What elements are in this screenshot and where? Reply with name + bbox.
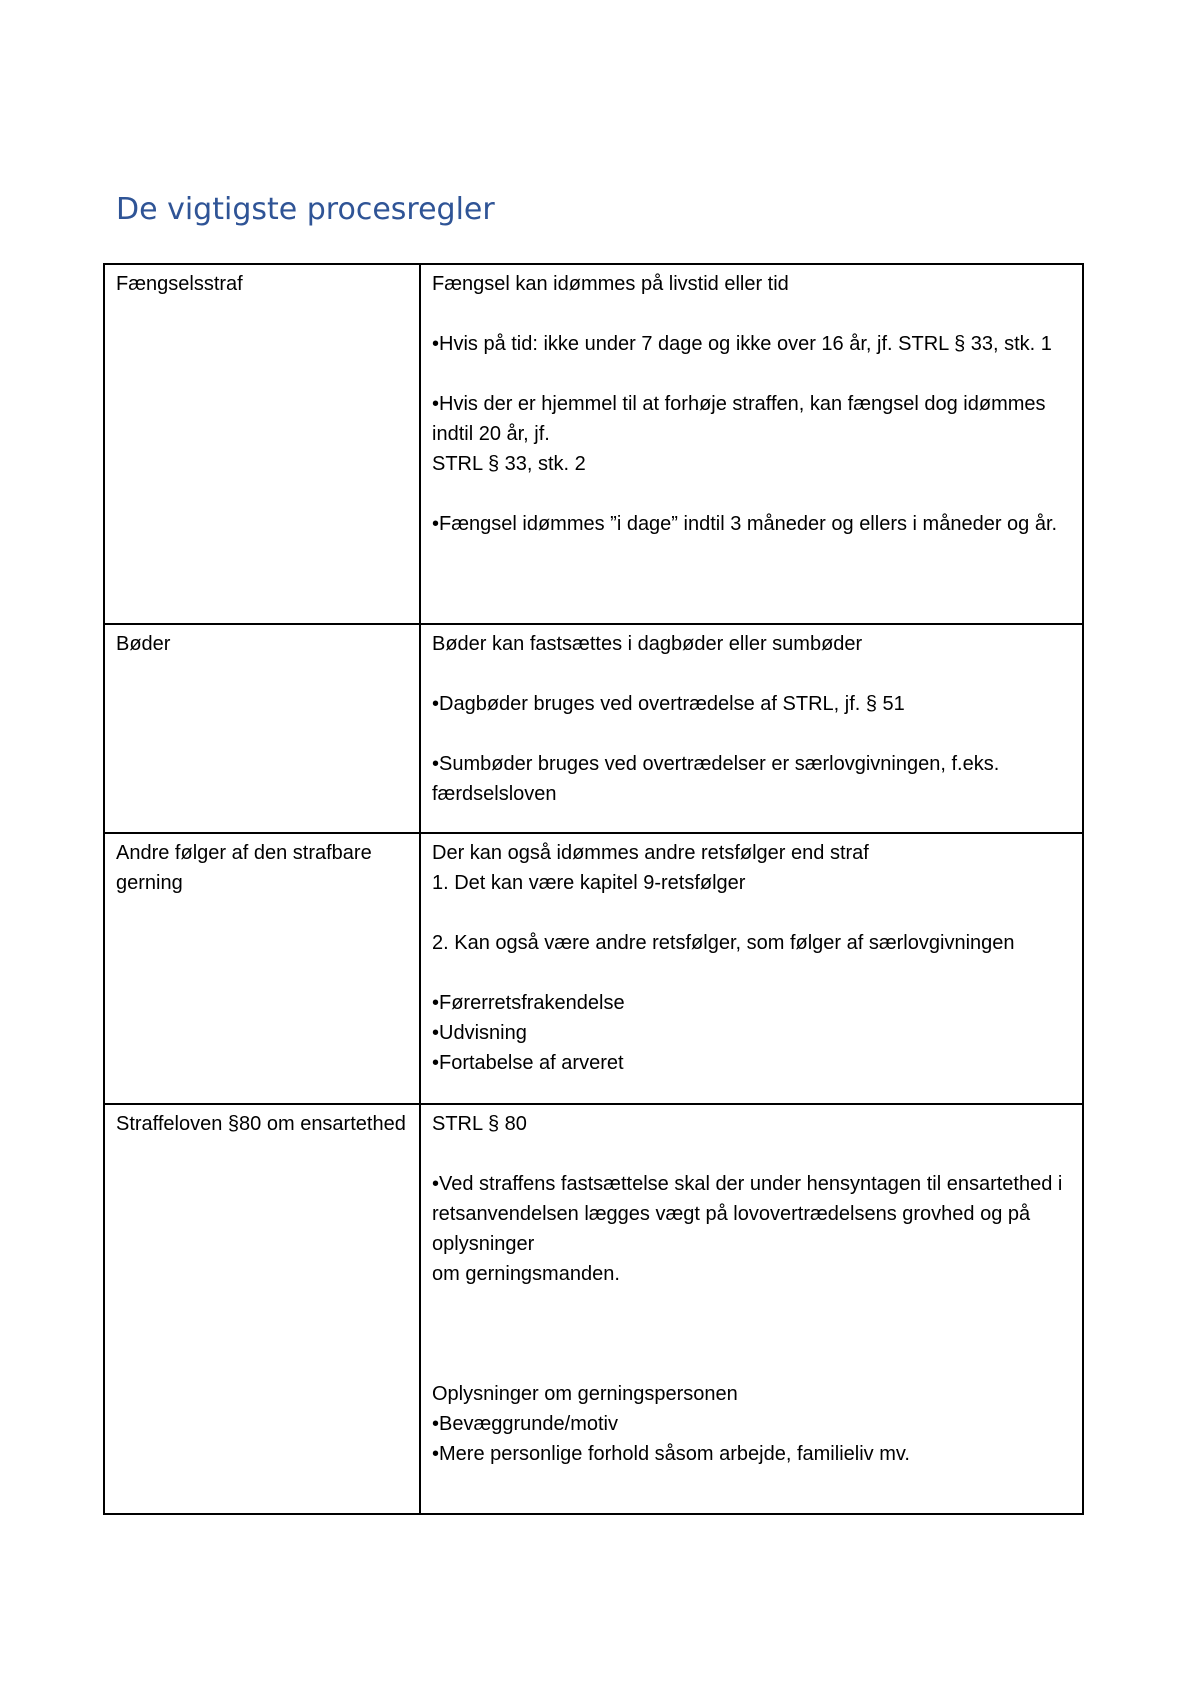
row-label-cell [104, 833, 420, 1104]
bullet-line: •Fængsel idømmes ”i dage” indtil 3 måneder og ellers i måneder og år. [432, 513, 1058, 535]
content-line: Bøder kan fastsættes i dagbøder eller sumbøder [432, 633, 863, 655]
blank-line [432, 479, 1072, 509]
blank-line [432, 958, 1072, 988]
content-line: Der kan også idømmes andre retsfølger end straf [432, 842, 869, 864]
bullet-line: •Mere personlige forhold såsom arbejde, familieliv mv. [432, 1443, 910, 1465]
row-content-cell [420, 264, 1083, 624]
row-content-cell [420, 833, 1083, 1104]
table-row [104, 264, 1083, 624]
blank-line [432, 1139, 1072, 1169]
bullet-line: •Dagbøder bruges ved overtrædelse af STRL, jf. § 51 [432, 693, 905, 715]
row-label-cell [104, 624, 420, 833]
bullet-line: •Ved straffens fastsættelse skal der under hensyntagen til ensartethed i [432, 1173, 1063, 1195]
blank-line [432, 1319, 1072, 1349]
table-row [104, 833, 1083, 1104]
row-content-cell [420, 1104, 1083, 1514]
blank-line [432, 1349, 1072, 1379]
content-line: 2. Kan også være andre retsfølger, som følger af særlovgivningen [432, 932, 1015, 954]
row-label: Andre følger af den strafbare gerning [116, 842, 378, 894]
content-line: om gerningsmanden. [432, 1263, 620, 1285]
row-label-cell [104, 264, 420, 624]
blank-line [432, 898, 1072, 928]
bullet-line: •Hvis der er hjemmel til at forhøje straffen, kan fængsel dog idømmes indtil 20 år, jf. [432, 393, 1052, 445]
content-line: STRL § 80 [432, 1113, 527, 1135]
blank-line [432, 659, 1072, 689]
table-row [104, 624, 1083, 833]
content-line: 1. Det kan være kapitel 9-retsfølger [432, 872, 746, 894]
row-label: Straffeloven §80 om ensartethed [116, 1113, 406, 1135]
bullet-line: •Sumbøder bruges ved overtrædelser er særlovgivningen, f.eks. færdselsloven [432, 753, 1005, 805]
row-label-cell [104, 1104, 420, 1514]
bullet-line: •Bevæggrunde/motiv [432, 1413, 618, 1435]
row-label: Bøder [116, 633, 171, 655]
blank-line [432, 1289, 1072, 1319]
bullet-line: •Førerretsfrakendelse [432, 992, 625, 1014]
table-row [104, 1104, 1083, 1514]
page-title: De vigtigste procesregler [116, 192, 495, 227]
blank-line [432, 299, 1072, 329]
row-label: Fængselsstraf [116, 273, 243, 295]
blank-line [432, 359, 1072, 389]
blank-line [432, 719, 1072, 749]
bullet-line: •Fortabelse af arveret [432, 1052, 624, 1074]
content-line: Fængsel kan idømmes på livstid eller tid [432, 273, 789, 295]
rules-table [103, 263, 1084, 1515]
bullet-line: •Hvis på tid: ikke under 7 dage og ikke over 16 år, jf. STRL § 33, stk. 1 [432, 333, 1052, 355]
content-line: STRL § 33, stk. 2 [432, 453, 586, 475]
content-line: retsanvendelsen lægges vægt på lovovertrædelsens grovhed og på oplysninger [432, 1203, 1036, 1255]
bullet-line: •Udvisning [432, 1022, 527, 1044]
row-content-cell [420, 624, 1083, 833]
content-line: Oplysninger om gerningspersonen [432, 1383, 738, 1405]
